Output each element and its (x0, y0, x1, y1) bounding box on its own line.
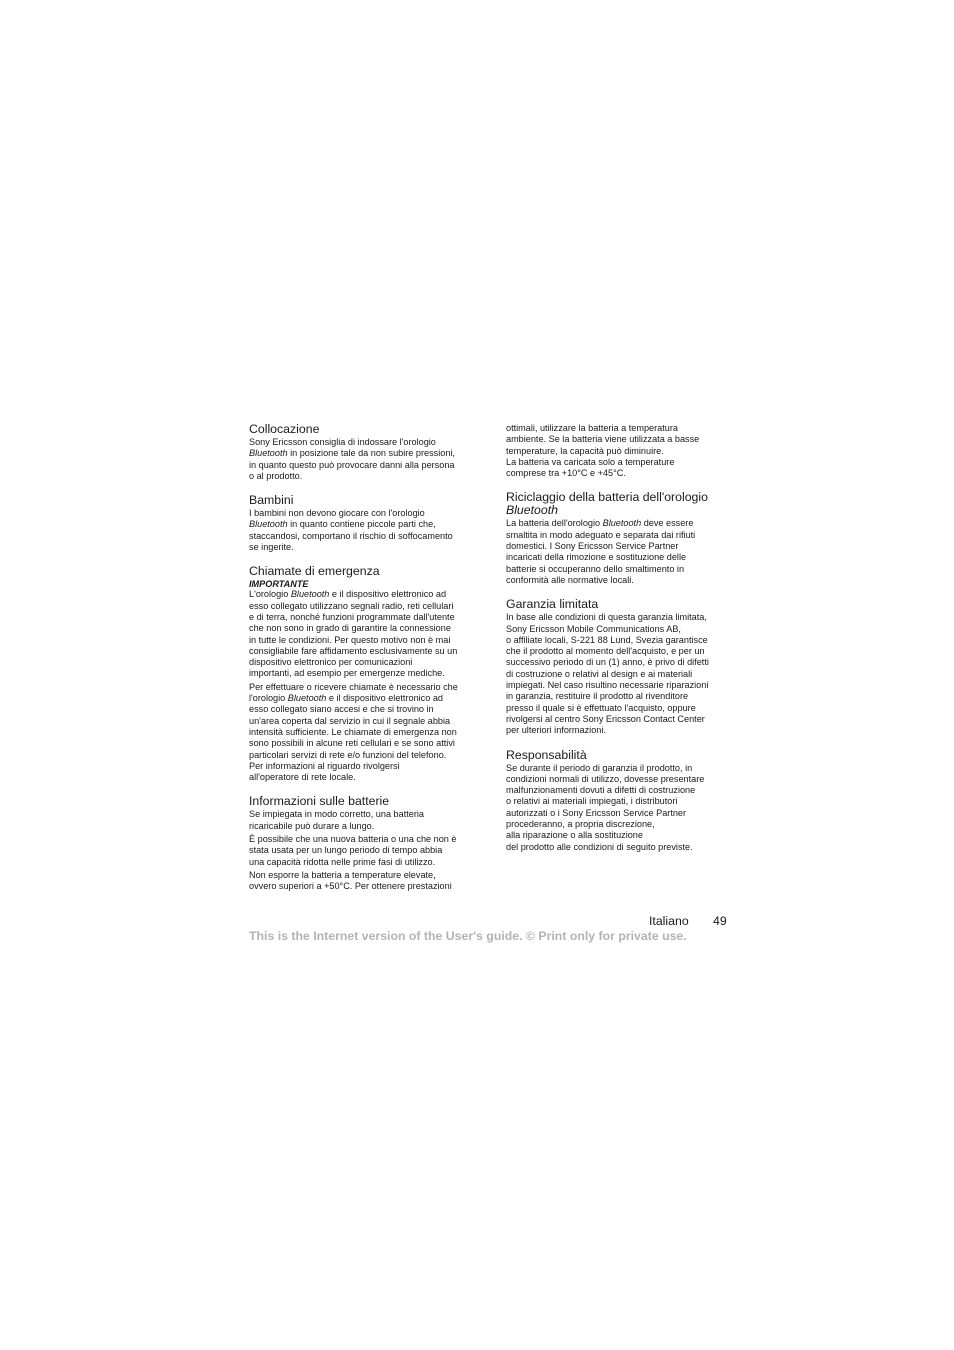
section-chiamate-emergenza (249, 565, 469, 783)
body-chiamate-1 (249, 589, 469, 679)
body-chiamate-2 (249, 682, 469, 784)
body-riciclaggio (506, 518, 726, 586)
heading-bambini: Bambini (249, 493, 294, 508)
body-batterie-3: Non esporre la batteria a temperature elevate, ovvero superiori a +50°C. Per ottenere prestazioni (249, 869, 452, 892)
footer-language: Italiano (649, 914, 689, 928)
body-batterie-2: È possibile che una nuova batteria o una che non è stata usata per un lungo periodo di tempo abbia una capacità ridotta nelle prime fasi di utilizzo. (249, 834, 457, 867)
text-part: e il dispositivo elettronico ad esso collegato siano accesi e che si trovino in un'area coperta dal servizio in cui il segnale abbia intensità sufficiente. Le chiamate di emergenza non sono possibili in alcune reti cellulari e se sono attivi particolari servizi di rete e/o funzioni del telefono. Per informazioni al riguardo rivolgersi all'operatore di rete locale. (249, 693, 457, 783)
body-batterie-4: ottimali, utilizzare la batteria a temperatura ambiente. Se la batteria viene utilizzata a basse temperature, la capacità può diminuire. La batteria va caricata solo a temperature comprese tra +10°C e +45°C. (506, 423, 700, 479)
text-italic: Bluetooth (249, 519, 288, 530)
heading-riciclaggio (506, 491, 726, 517)
body-garanzia: In base alle condizioni di questa garanzia limitata, Sony Ericsson Mobile Communications AB, o affiliate locali, S-221 88 Lund, Svezia garantisce che il prodotto al momento dell'acquisto, e per un successivo periodo di un (1) anno, è privo di difetti di costruzione o relativi al design e ai materiali impiegati. Nel caso risultino necessarie riparazioni in garanzia, restituire il prodotto al rivenditore presso il quale si è effettuato l'acquisto, oppure rivolgersi al centro Sony Ericsson Contact Center per ulteriori informazioni. (506, 612, 709, 736)
section-collocazione (249, 423, 469, 482)
section-batterie (249, 795, 469, 892)
section-riciclaggio (506, 491, 726, 586)
text-part: Per effettuare o ricevere chiamate è necessario che l'orologio (249, 681, 458, 704)
right-column (506, 423, 726, 865)
text-part: I bambini non devono giocare con l'orologio (249, 508, 425, 519)
important-label: IMPORTANTE (249, 579, 309, 590)
heading-text: Riciclaggio della batteria dell'orologio (506, 490, 708, 505)
heading-garanzia: Garanzia limitata (506, 597, 599, 612)
text-italic: Bluetooth (290, 589, 330, 600)
left-column (249, 423, 469, 905)
text-part: in quanto contiene piccole parti che, staccandosi, comportano il rischio di soffocamento se ingerite. (249, 519, 453, 553)
text-part: L'orologio (249, 589, 291, 600)
heading-batterie: Informazioni sulle batterie (249, 794, 390, 809)
page-number: 49 (713, 914, 727, 928)
section-batterie-continued (506, 423, 726, 479)
body-collocazione (249, 437, 469, 482)
section-bambini (249, 494, 469, 553)
text-italic: Bluetooth (287, 693, 327, 704)
section-garanzia (506, 598, 726, 736)
section-responsabilita (506, 749, 726, 853)
body-responsabilita: Se durante il periodo di garanzia il prodotto, in condizioni normali di utilizzo, dovesse presentare malfunzionamenti dovuti a difetti di costruzione o relativi ai materiali impiegati, i distributori autorizzati o i Sony Ericsson Service Partner procederanno, a propria discrezione, alla riparazione o alla sostituzione del prodotto alle condizioni di seguito previste. (506, 762, 705, 852)
heading-responsabilita: Responsabilità (506, 747, 587, 762)
heading-italic: Bluetooth (506, 503, 558, 518)
footer-note: This is the Internet version of the User's guide. © Print only for private use. (249, 929, 687, 943)
body-batterie-1: Se impiegata in modo corretto, una batteria ricaricabile può durare a lungo. (249, 809, 424, 831)
body-bambini (249, 508, 469, 553)
heading-collocazione: Collocazione (249, 422, 320, 436)
text-italic: Bluetooth (249, 448, 288, 459)
text-part: deve essere smaltita in modo adeguato e separata dai rifiuti domestici. I Sony Ericsson Service Partner incaricati della rimozione e sostituzione delle batterie si occuperanno dello smaltimento in conformità alle normative locali. (506, 518, 696, 585)
text-part: Sony Ericsson consiglia di indossare l'orologio (249, 437, 436, 447)
text-part: e il dispositivo elettronico ad esso collegato utilizzano segnali radio, reti cellulari e di terra, nonché funzioni programmate dall'utente che non sono in grado di garantire la connessione in tutte le condizioni. Per questo motivo non è mai consigliabile fare affidamento esclusivamente su un dispositivo elettronico per comunicazioni importanti, ad esempio per emergenze mediche. (249, 589, 458, 679)
heading-chiamate-emergenza: Chiamate di emergenza (249, 564, 380, 579)
text-part: in posizione tale da non subire pressioni, in quanto questo può provocare danni alla persona o al prodotto. (249, 448, 455, 481)
text-italic: Bluetooth (602, 518, 642, 529)
text-part: La batteria dell'orologio (506, 518, 603, 529)
